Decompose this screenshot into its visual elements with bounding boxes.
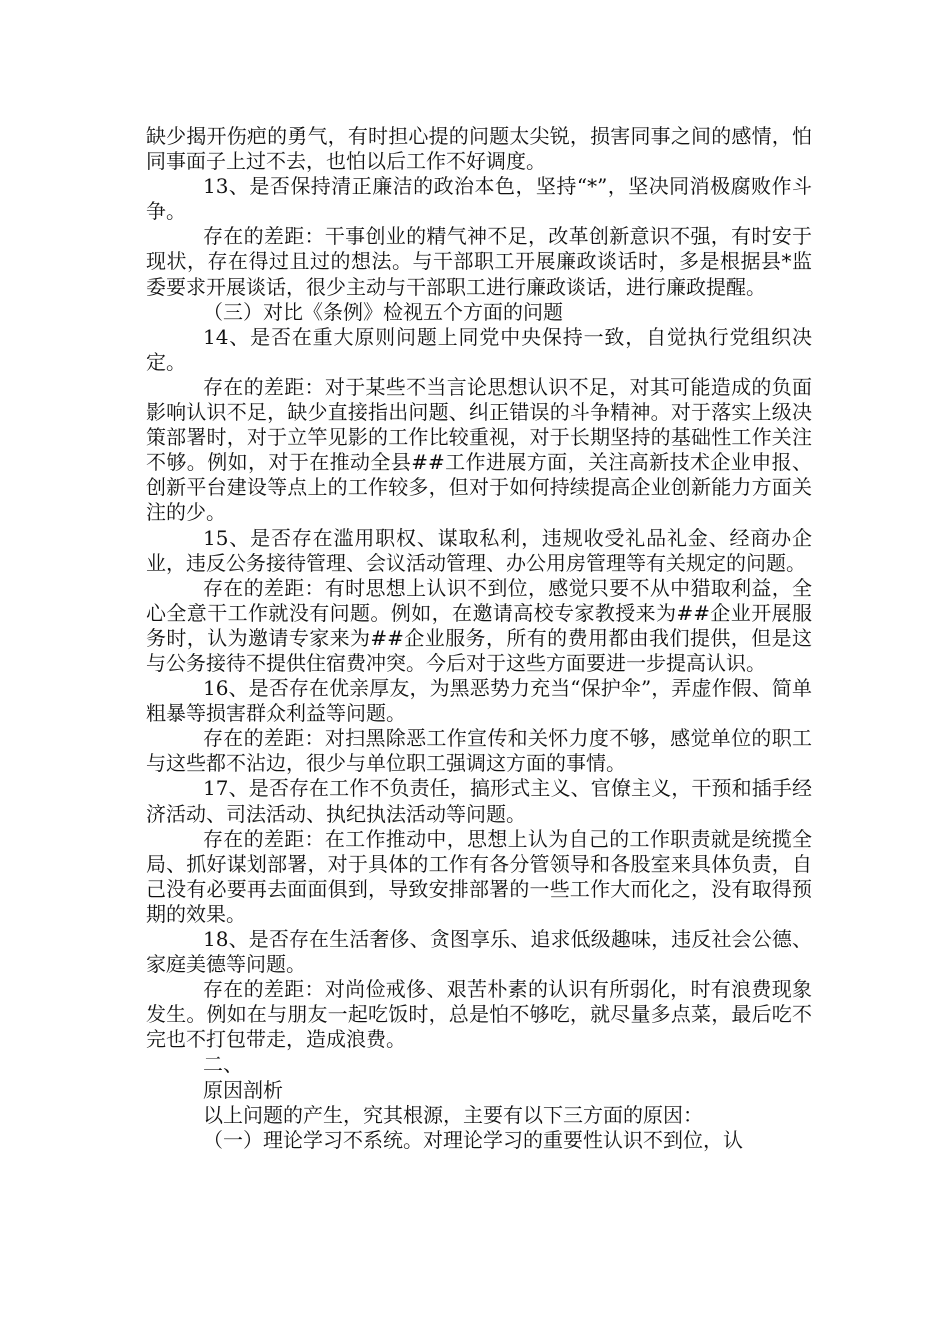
item-17-question: 17、是否存在工作不负责任，搞形式主义、官僚主义，干预和插手经济活动、司法活动、执纪执法活动等问题。 [146,776,812,826]
section-title-cause-analysis: 原因剖析 [203,1077,283,1102]
item-17-gap: 存在的差距：在工作推动中，思想上认为自己的工作职责就是统揽全局、抓好谋划部署，对于具体的工作有各分管领导和各股室来具体负责，自己没有必要再去面面俱到，导致安排部署的一些工作大而化之，没有取得预期的效果。 [146,826,812,926]
item-13-gap: 存在的差距：干事创业的精气神不足，改革创新意识不强，有时安于现状，存在得过且过的想法。与干部职工开展廉政谈话时，多是根据县*监委要求开展谈话，很少主动与干部职工进行廉政谈话，进行廉政提醒。 [146,224,812,299]
item-16-gap: 存在的差距：对扫黑除恶工作宣传和关怀力度不够，感觉单位的职工与这些都不沾边，很少与单位职工强调这方面的事情。 [146,726,812,776]
item-18-question: 18、是否存在生活奢侈、贪图享乐、追求低级趣味，违反社会公德、家庭美德等问题。 [146,927,812,977]
item-14-question: 14、是否在重大原则问题上同党中央保持一致，自觉执行党组织决定。 [146,324,812,374]
cause-intro: 以上问题的产生，究其根源，主要有以下三方面的原因： [203,1102,703,1127]
item-18-gap: 存在的差距：对尚俭戒侈、艰苦朴素的认识有所弱化，时有浪费现象发生。例如在与朋友一起吃饭时，总是怕不够吃，就尽量多点菜，最后吃不完也不打包带走，造成浪费。 [146,977,812,1052]
item-13-question: 13、是否保持清正廉洁的政治本色，坚持“*”，坚决同消极腐败作斗争。 [146,174,812,224]
document-body [146,124,812,1153]
section-heading-3: （三）对比《条例》检视五个方面的问题 [203,299,563,324]
item-14-gap: 存在的差距：对于某些不当言论思想认识不足，对其可能造成的负面影响认识不足，缺少直接指出问题、纠正错误的斗争精神。对于落实上级决策部署时，对于立竿见影的工作比较重视，对于长期坚持的基础性工作关注不够。例如，对于在推动全县##工作进展方面，关注高新技术企业申报、创新平台建设等点上的工作较多，但对于如何持续提高企业创新能力方面关注的少。 [146,374,812,525]
paragraph-1: 缺少揭开伤疤的勇气，有时担心提的问题太尖锐，损害同事之间的感情，怕同事面子上过不去，也怕以后工作不好调度。 [146,124,812,174]
item-15-gap: 存在的差距：有时思想上认识不到位，感觉只要不从中猎取利益，全心全意干工作就没有问题。例如，在邀请高校专家教授来为##企业开展服务时，认为邀请专家来为##企业服务，所有的费用都由我们提供，但是这与公务接待不提供住宿费冲突。今后对于这些方面要进一步提高认识。 [146,575,812,675]
section-number-2: 二、 [203,1052,243,1077]
item-15-question: 15、是否存在滥用职权、谋取私利，违规收受礼品礼金、经商办企业，违反公务接待管理、会议活动管理、办公用房管理等有关规定的问题。 [146,525,812,575]
cause-1: （一）理论学习不系统。对理论学习的重要性认识不到位，认 [203,1127,743,1152]
item-16-question: 16、是否存在优亲厚友，为黑恶势力充当“保护伞”，弄虚作假、简单粗暴等损害群众利益等问题。 [146,676,812,726]
